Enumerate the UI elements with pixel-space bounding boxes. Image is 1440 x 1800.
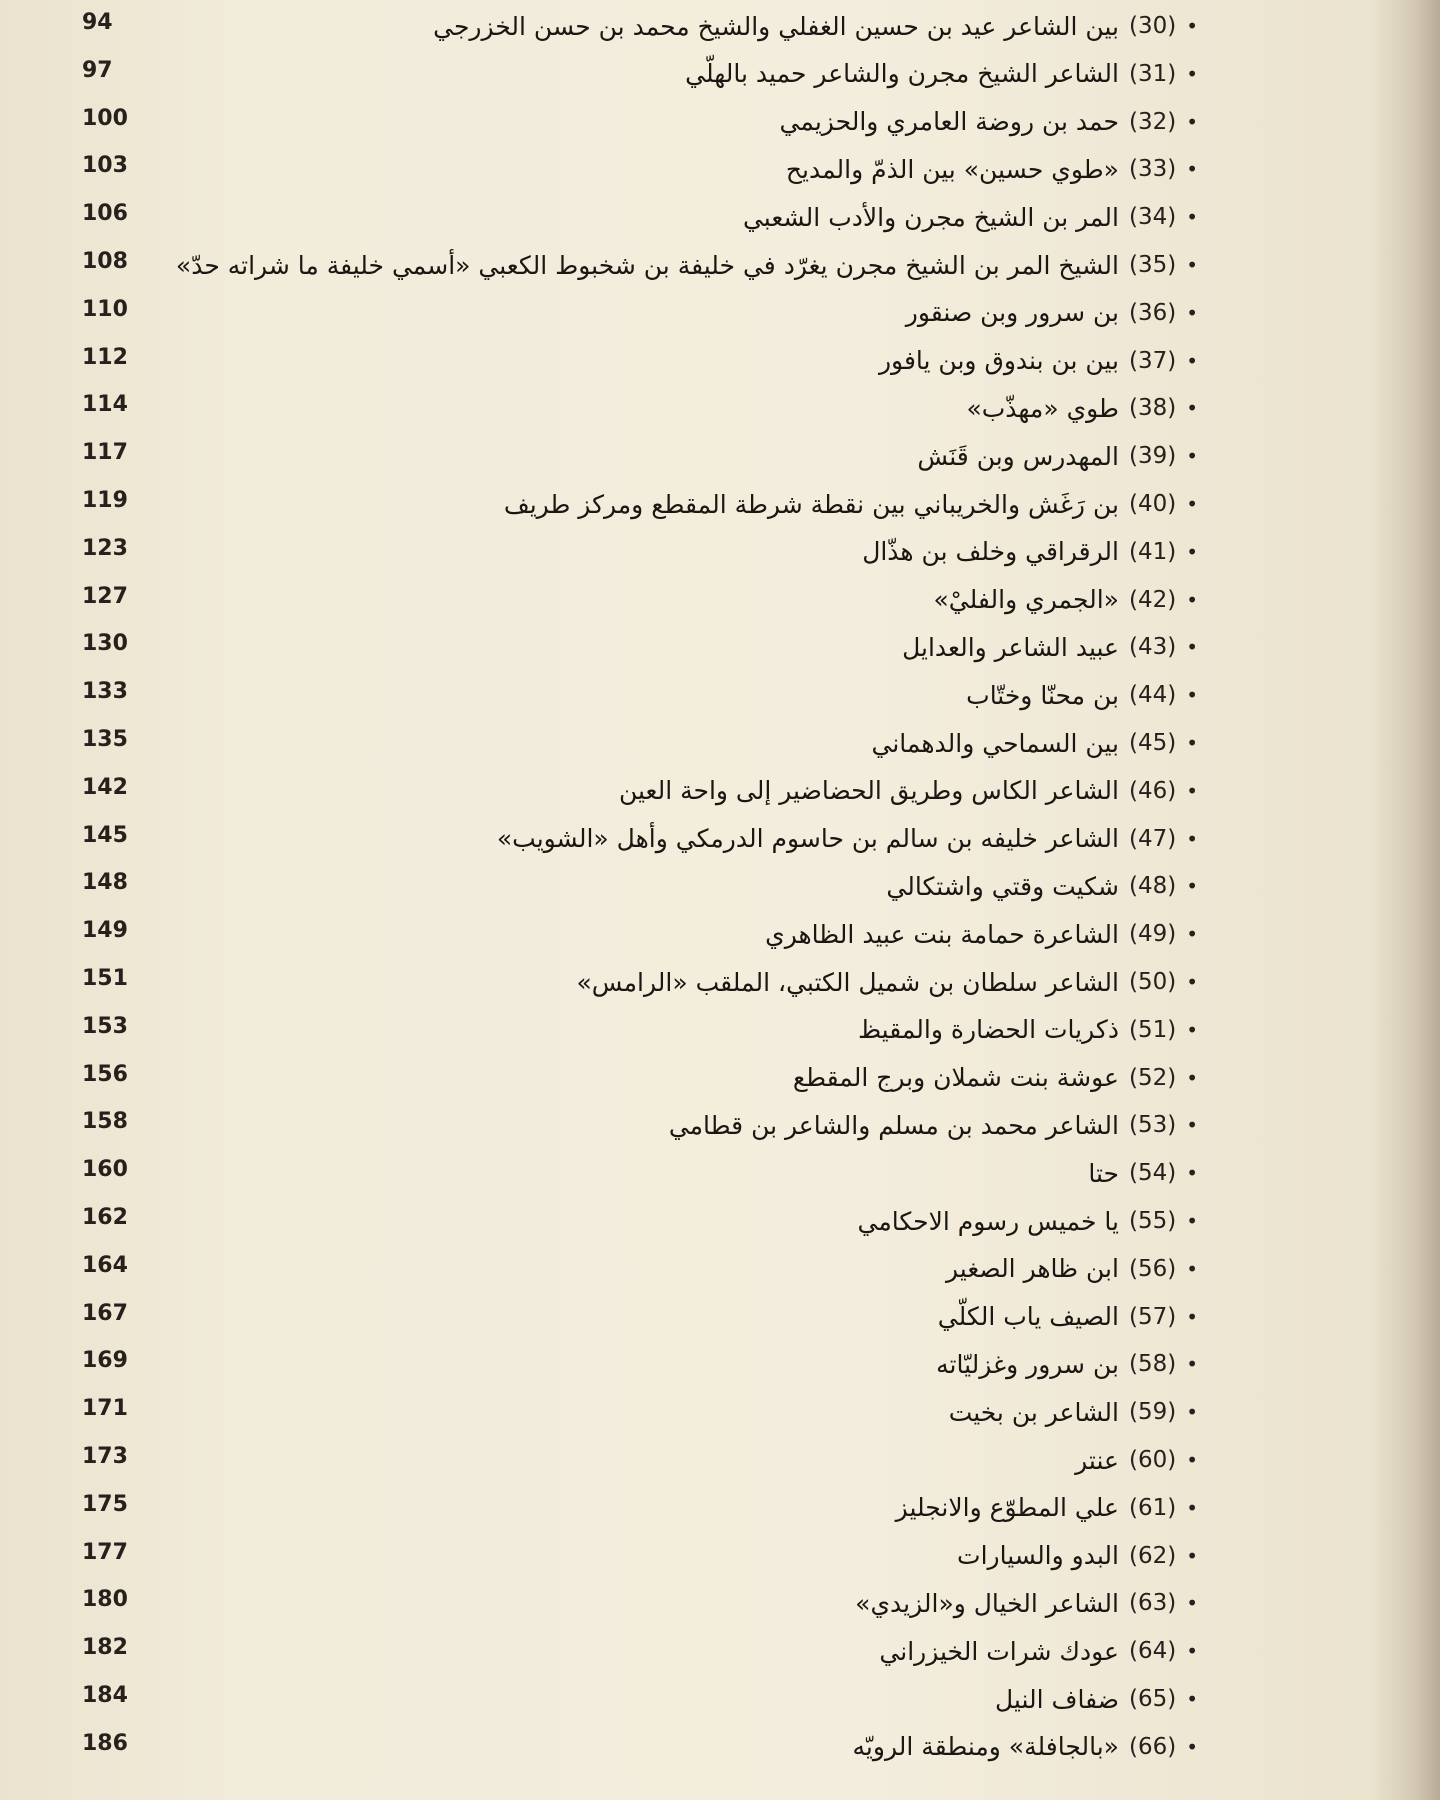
toc-entry-text (949, 1388, 1198, 1436)
toc-entry-text (896, 1484, 1198, 1532)
bullet-icon: • (1186, 1304, 1198, 1329)
toc-entry (0, 98, 1440, 146)
toc-entry-number: (30) (1128, 13, 1177, 39)
toc-entry (0, 576, 1440, 624)
toc-entry (0, 289, 1440, 337)
toc-page-number: 186 (82, 1730, 128, 1756)
toc-page-number: 173 (82, 1444, 128, 1469)
toc-entry-number: (54) (1128, 1160, 1177, 1187)
toc-entry-number: (37) (1128, 347, 1177, 374)
toc-page-number: 148 (82, 870, 128, 896)
toc-page-number: 119 (82, 488, 128, 513)
toc-entry-title: «طوي حسين» بين الذمّ والمديح (785, 154, 1119, 184)
toc-entry-text (858, 1006, 1198, 1054)
toc-entry (0, 958, 1440, 1006)
toc-entry-text (906, 289, 1198, 337)
toc-entry-number: (41) (1128, 538, 1177, 565)
toc-page-number: 100 (82, 105, 128, 131)
toc-entry-number: (63) (1128, 1590, 1177, 1617)
toc-entry-title: بين بن بندوق وبن يافور (878, 346, 1119, 376)
toc-entry (0, 910, 1440, 958)
toc-page-number: 145 (82, 822, 128, 848)
toc-entry (0, 528, 1440, 576)
toc-entry-text (504, 480, 1198, 528)
bullet-icon: • (1186, 1687, 1198, 1711)
bullet-icon: • (1186, 348, 1198, 373)
toc-entry (0, 1054, 1440, 1102)
toc-entry (0, 241, 1440, 289)
toc-entry-number: (62) (1128, 1542, 1177, 1569)
toc-entry-number: (33) (1128, 156, 1177, 183)
toc-entry (0, 623, 1440, 671)
toc-page-number: 164 (82, 1252, 128, 1278)
toc-entry-text (862, 528, 1198, 576)
toc-page-number: 130 (82, 631, 128, 657)
toc-entry (0, 1436, 1440, 1484)
toc-entry (0, 1532, 1440, 1580)
toc-entry-number: (35) (1128, 252, 1177, 278)
bullet-icon: • (1186, 587, 1198, 612)
toc-page-number: 182 (82, 1635, 128, 1661)
bullet-icon: • (1186, 539, 1198, 564)
toc-entry-number: (57) (1128, 1303, 1177, 1330)
bullet-icon: • (1186, 1639, 1198, 1664)
bullet-icon: • (1186, 1017, 1198, 1042)
toc-entry (0, 1245, 1440, 1293)
toc-entry-title: المر بن الشيخ مجرن والأدب الشعبي (742, 202, 1119, 232)
toc-entry-title: الرقراقي وخلف بن هذّال (862, 537, 1119, 567)
toc-entry-number: (53) (1128, 1112, 1177, 1139)
toc-entry-number: (52) (1128, 1064, 1177, 1091)
toc-entry-title: الشاعر الشيخ مجرن والشاعر حميد بالهلّي (685, 59, 1119, 89)
toc-page-number: 177 (82, 1539, 128, 1565)
toc-entry-text (879, 337, 1198, 385)
bullet-icon: • (1186, 635, 1198, 660)
toc-entry-text (619, 767, 1198, 815)
toc-entry-text (743, 193, 1198, 241)
toc-entry-text (786, 145, 1198, 193)
toc-page-number: 151 (82, 966, 128, 991)
toc-entry-text (780, 98, 1198, 146)
toc-entry-text (879, 1627, 1198, 1675)
toc-entry-text (966, 671, 1198, 719)
toc-entry-title: الشاعر بن بخيت (948, 1397, 1119, 1427)
toc-entry (0, 480, 1440, 528)
toc-page-number: 127 (82, 583, 128, 609)
toc-entry-number: (66) (1128, 1733, 1177, 1760)
toc-page-number: 133 (82, 679, 128, 705)
toc-page-number: 114 (82, 392, 128, 418)
toc-entry-title: الشاعرة حمامة بنت عبيد الظاهري (765, 919, 1119, 949)
toc-entry-title: «بالجافلة» ومنطقة الرويّه (852, 1732, 1119, 1762)
toc-entry (0, 1675, 1440, 1723)
bullet-icon: • (1186, 778, 1198, 803)
toc-entry-title: البدو والسيارات (957, 1541, 1119, 1571)
bullet-icon: • (1186, 300, 1198, 325)
toc-page-number: 167 (82, 1300, 128, 1326)
bullet-icon: • (1186, 731, 1198, 755)
toc-entry-number: (43) (1128, 634, 1177, 661)
toc-entry-text (765, 910, 1198, 958)
toc-entry-number: (48) (1128, 873, 1177, 900)
toc-entry-title: ابن ظاهر الصغير (945, 1254, 1119, 1284)
toc-page-number: 94 (82, 10, 113, 35)
bullet-icon: • (1186, 205, 1198, 230)
toc-entry-title: عبيد الشاعر والعدايل (902, 632, 1119, 662)
bullet-icon: • (1186, 970, 1198, 994)
toc-entry (0, 1006, 1440, 1054)
toc-entry-number: (38) (1128, 395, 1177, 422)
toc-entry-text (934, 576, 1199, 624)
toc-entry-text (497, 815, 1198, 863)
bullet-icon: • (1186, 444, 1198, 469)
toc-entry-text (902, 623, 1198, 671)
toc-entry (0, 1579, 1440, 1627)
toc-entry-number: (47) (1128, 825, 1177, 852)
toc-entry-number: (32) (1128, 108, 1177, 135)
toc-entry-text (871, 719, 1198, 767)
toc-entry-title: طوي «مهذّب» (966, 393, 1119, 423)
toc-entry-title: شكيت وقتي واشتكالي (886, 871, 1119, 901)
toc-page-number: 175 (82, 1491, 128, 1517)
toc-page-number: 142 (82, 774, 128, 800)
toc-entry-title: ضفاف النيل (995, 1684, 1119, 1714)
toc-entry-text (1075, 1436, 1198, 1484)
toc-entry-title: ذكريات الحضارة والمقيظ (857, 1015, 1119, 1045)
toc-entry (0, 384, 1440, 432)
toc-entry-number: (39) (1128, 443, 1177, 470)
toc-entry-text (176, 241, 1198, 289)
toc-entry-title: الشاعر خليفه بن سالم بن حاسوم الدرمكي وأهل «الشويب» (496, 824, 1119, 854)
toc-page-number: 162 (82, 1205, 128, 1230)
toc-entry-number: (46) (1128, 777, 1177, 804)
toc-entry-title: الشاعر سلطان بن شميل الكتبي، الملقب «الرامس» (576, 967, 1119, 997)
toc-page-number: 158 (82, 1109, 128, 1135)
toc-entry (0, 671, 1440, 719)
toc-entry-title: عوشة بنت شملان وبرج المقطع (792, 1063, 1119, 1093)
toc-page-number: 108 (82, 249, 128, 274)
toc-page-number: 106 (82, 201, 128, 227)
toc-entry-text (855, 1579, 1198, 1627)
toc-entry-number: (59) (1128, 1399, 1177, 1426)
bullet-icon: • (1186, 1734, 1198, 1759)
toc-page-number: 110 (82, 296, 128, 322)
toc-entry-title: علي المطوّع والانجليز (895, 1493, 1119, 1523)
toc-entry (0, 1723, 1440, 1771)
toc-entry-number: (40) (1128, 491, 1177, 517)
bullet-icon: • (1186, 826, 1198, 851)
toc-entry-title: يا خميس رسوم الاحكامي (857, 1206, 1119, 1236)
toc-entry (0, 1627, 1440, 1675)
toc-entry-text (966, 384, 1198, 432)
bullet-icon: • (1186, 1161, 1198, 1186)
toc-page-number: 169 (82, 1348, 128, 1374)
toc-entry-number: (34) (1128, 204, 1177, 231)
toc-entry-title: عنتر (1075, 1445, 1119, 1475)
toc-entry-number: (60) (1128, 1447, 1177, 1473)
toc-entry (0, 2, 1440, 50)
toc-entry-number: (51) (1128, 1016, 1177, 1043)
toc-entry-text (433, 2, 1198, 50)
toc-entry-title: الشاعر الكاس وطريق الحضاضير إلى واحة العين (618, 776, 1119, 806)
toc-entry (0, 50, 1440, 98)
toc-entry-text (793, 1054, 1198, 1102)
toc-entry-number: (44) (1128, 682, 1177, 709)
toc-entry-title: المهدرس وبن قَنَش (917, 441, 1119, 471)
bullet-icon: • (1186, 1448, 1198, 1472)
toc-entry-number: (55) (1128, 1208, 1177, 1234)
toc-entry-text (576, 958, 1198, 1006)
toc-entry-title: الصيف ياب الكلّي (937, 1302, 1119, 1332)
toc-entry-text (938, 1293, 1198, 1341)
toc-entry-text (957, 1532, 1198, 1580)
toc-entry (0, 337, 1440, 385)
toc-page-number: 184 (82, 1683, 128, 1708)
bullet-icon: • (1186, 396, 1198, 421)
toc-page-number: 149 (82, 918, 128, 944)
toc-entry (0, 1340, 1440, 1388)
toc-entry (0, 1197, 1440, 1245)
bullet-icon: • (1186, 1256, 1198, 1281)
toc-entry-number: (49) (1128, 921, 1177, 948)
bullet-icon: • (1186, 14, 1198, 38)
toc-entry-title: بن محنّا وختّاب (966, 680, 1119, 710)
toc-entry-number: (58) (1128, 1351, 1177, 1378)
toc-page-number: 117 (82, 440, 128, 466)
toc-page-number: 156 (82, 1061, 128, 1087)
toc-page-number: 123 (82, 535, 128, 561)
bullet-icon: • (1186, 1591, 1198, 1616)
toc-entry (0, 432, 1440, 480)
toc-page-number: 97 (82, 57, 113, 83)
toc-entry (0, 1293, 1440, 1341)
toc-entry (0, 1101, 1440, 1149)
toc-page-number: 171 (82, 1396, 128, 1422)
toc-entry-text (857, 1197, 1198, 1245)
toc-entry-title: الشاعر الخيال و«الزيدي» (855, 1588, 1119, 1618)
toc-entry-text (669, 1101, 1198, 1149)
toc-entry-title: بين السماحي والدهماني (871, 728, 1119, 758)
toc-entry-title: «الجمري والفليْ» (933, 585, 1119, 615)
toc-entry (0, 1388, 1440, 1436)
bullet-icon: • (1186, 492, 1198, 516)
bullet-icon: • (1186, 1065, 1198, 1090)
toc-entry (0, 767, 1440, 815)
bullet-icon: • (1186, 157, 1198, 182)
toc-entry (0, 1484, 1440, 1532)
bullet-icon: • (1186, 1113, 1198, 1138)
toc-page-number: 160 (82, 1157, 128, 1183)
toc-entry (0, 815, 1440, 863)
toc-entry-text (917, 432, 1198, 480)
toc-entry-text (853, 1723, 1198, 1771)
toc-entry-number: (50) (1128, 969, 1177, 995)
bullet-icon: • (1186, 253, 1198, 277)
toc-entry-text (946, 1245, 1198, 1293)
toc-entry-title: الشيخ المر بن الشيخ مجرن يغرّد في خليفة بن شخبوط الكعبي «أسمي خليفة ما شراته حدّ» (175, 250, 1119, 280)
toc-entry-title: حمد بن روضة العامري والحزيمي (779, 107, 1119, 137)
toc-entry (0, 719, 1440, 767)
toc-entry-text (886, 862, 1198, 910)
toc-page-number: 180 (82, 1587, 128, 1613)
toc-entry-title: حتا (1088, 1158, 1119, 1188)
toc-entry-title: بن سرور وبن صنقور (905, 298, 1119, 328)
bullet-icon: • (1186, 61, 1198, 86)
toc-page-number: 103 (82, 153, 128, 179)
toc-entry-number: (36) (1128, 299, 1177, 326)
toc-entry-number: (42) (1128, 586, 1177, 613)
toc-entry-text (685, 50, 1198, 98)
toc-entry-title: الشاعر محمد بن مسلم والشاعر بن قطامي (668, 1110, 1119, 1140)
bullet-icon: • (1186, 109, 1198, 134)
toc-entry-number: (31) (1128, 60, 1177, 87)
bullet-icon: • (1186, 683, 1198, 708)
bullet-icon: • (1186, 1209, 1198, 1233)
toc-entry-number: (56) (1128, 1255, 1177, 1282)
toc-entry-title: بين الشاعر عيد بن حسين الغفلي والشيخ محمد بن حسن الخزرجي (433, 11, 1119, 41)
toc-entry (0, 193, 1440, 241)
toc-entry-number: (64) (1128, 1638, 1177, 1665)
toc-page-number: 153 (82, 1013, 128, 1039)
toc-entry-text (1088, 1149, 1198, 1197)
bullet-icon: • (1186, 1352, 1198, 1377)
bullet-icon: • (1186, 922, 1198, 947)
toc-entry-title: بن سرور وغزليّاته (936, 1349, 1119, 1379)
toc-entry-title: بن رَغَش والخريباني بين نقطة شرطة المقطع ومركز طريف (503, 489, 1119, 519)
toc-entry (0, 1149, 1440, 1197)
toc-entry-text (936, 1340, 1198, 1388)
toc-page-number: 112 (82, 344, 128, 370)
bullet-icon: • (1186, 1495, 1198, 1520)
toc-entry-number: (65) (1128, 1686, 1177, 1712)
toc-entry-title: عودك شرات الخيزراني (879, 1636, 1119, 1666)
bullet-icon: • (1186, 1400, 1198, 1425)
toc-entry-number: (45) (1128, 730, 1177, 756)
toc-entry (0, 145, 1440, 193)
toc-entry-number: (61) (1128, 1494, 1177, 1521)
toc-entry (0, 862, 1440, 910)
toc-page-number: 135 (82, 727, 128, 752)
bullet-icon: • (1186, 874, 1198, 899)
bullet-icon: • (1186, 1543, 1198, 1568)
toc-entry-text (995, 1675, 1198, 1723)
